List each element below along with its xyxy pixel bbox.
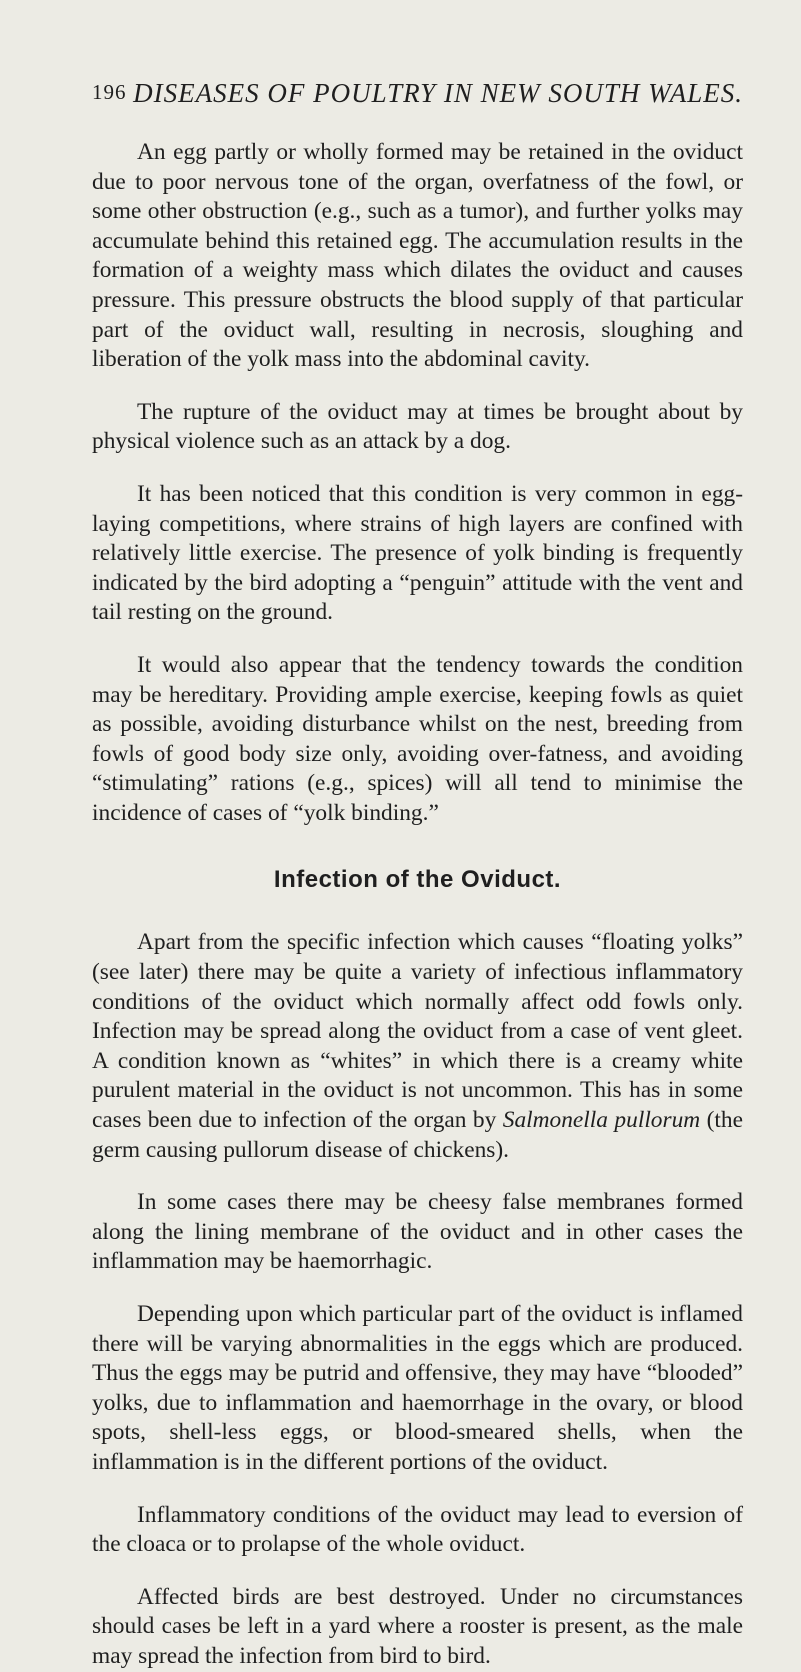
section-heading: Infection of the Oviduct. bbox=[273, 866, 562, 894]
paragraph-competitions: It has been noticed that this condition is very common in egg-laying competitions, where strains of high layers are confined with relatively little exercise. The presence of yolk binding is frequently indicated by the bird adopting a “penguin” attitude with the vent and tail resting on the ground. bbox=[92, 480, 743, 626]
paragraph-abnormal-eggs: Depending upon which particular part of the oviduct is inflamed there will be varying abnormalities in the eggs which are produced. Thus the eggs may be putrid and offensive, they may have “blooded” yolks, due to inflammation and haemorrhage in the ovary, or blood spots, shell-less eggs, or blood-smeared shells, when the inflammation is in the different portions of the oviduct. bbox=[92, 1301, 743, 1475]
running-head bbox=[92, 80, 743, 110]
page-number: 196 bbox=[92, 80, 127, 104]
paragraph-specific-infection bbox=[92, 928, 743, 1165]
running-title: DISEASES OF POULTRY IN NEW SOUTH WALES. bbox=[133, 78, 743, 108]
species-name: Salmonella pullorum bbox=[502, 1107, 701, 1134]
body-text bbox=[92, 138, 743, 1672]
paragraph-retained-egg: An egg partly or wholly formed may be retained in the oviduct due to poor nervous tone of the organ, overfatness of the fowl, or some other obstruction (e.g., such as a tumor), and further yolks may accumulate behind this retained egg. The accumulation results in the formation of a weighty mass which dilates the oviduct and causes pressure. This pressure obstructs the blood supply of that particular part of the oviduct wall, resulting in necrosis, sloughing and liberation of the yolk mass into the abdominal cavity. bbox=[92, 139, 743, 373]
paragraph-false-membranes: In some cases there may be cheesy false membranes formed along the lining membrane of the oviduct and in other cases the inflammation may be haemorrhagic. bbox=[92, 1189, 743, 1275]
paragraph-text: (the germ causing pullorum disease of chickens). bbox=[92, 1107, 743, 1163]
paragraph-hereditary: It would also appear that the tendency towards the condition may be hereditary. Providing ample exercise, keeping fowls as quiet as possible, avoiding disturbance whilst on the nest, breeding from fowls of good body size only, avoiding over-fatness, and avoiding “stimulating” rations (e.g., spices) will all tend to minimise the incidence of cases of “yolk binding.” bbox=[92, 651, 743, 826]
paragraph-eversion: Inflammatory conditions of the oviduct may lead to eversion of the cloaca or to prolapse of the whole oviduct. bbox=[92, 1501, 743, 1558]
paragraph-destroy-birds: Affected birds are best destroyed. Under no circumstances should cases be left in a yard where a rooster is present, as the male may spread the infection from bird to bird. bbox=[92, 1583, 743, 1669]
paragraph-text: Apart from the specific infection which causes “floating yolks” (see later) there may be quite a variety of infectious inflammatory conditions of the oviduct which normally affect odd fowls only. Infection may be spread along the oviduct from a case of vent gleet. A condition known as “whites” in which there is a creamy white purulent material in the oviduct is not uncommon. This has in some cases been due to infection of the organ by bbox=[92, 929, 743, 1134]
paragraph-rupture: The rupture of the oviduct may at times be brought about by physical violence such as an attack by a dog. bbox=[92, 398, 743, 455]
